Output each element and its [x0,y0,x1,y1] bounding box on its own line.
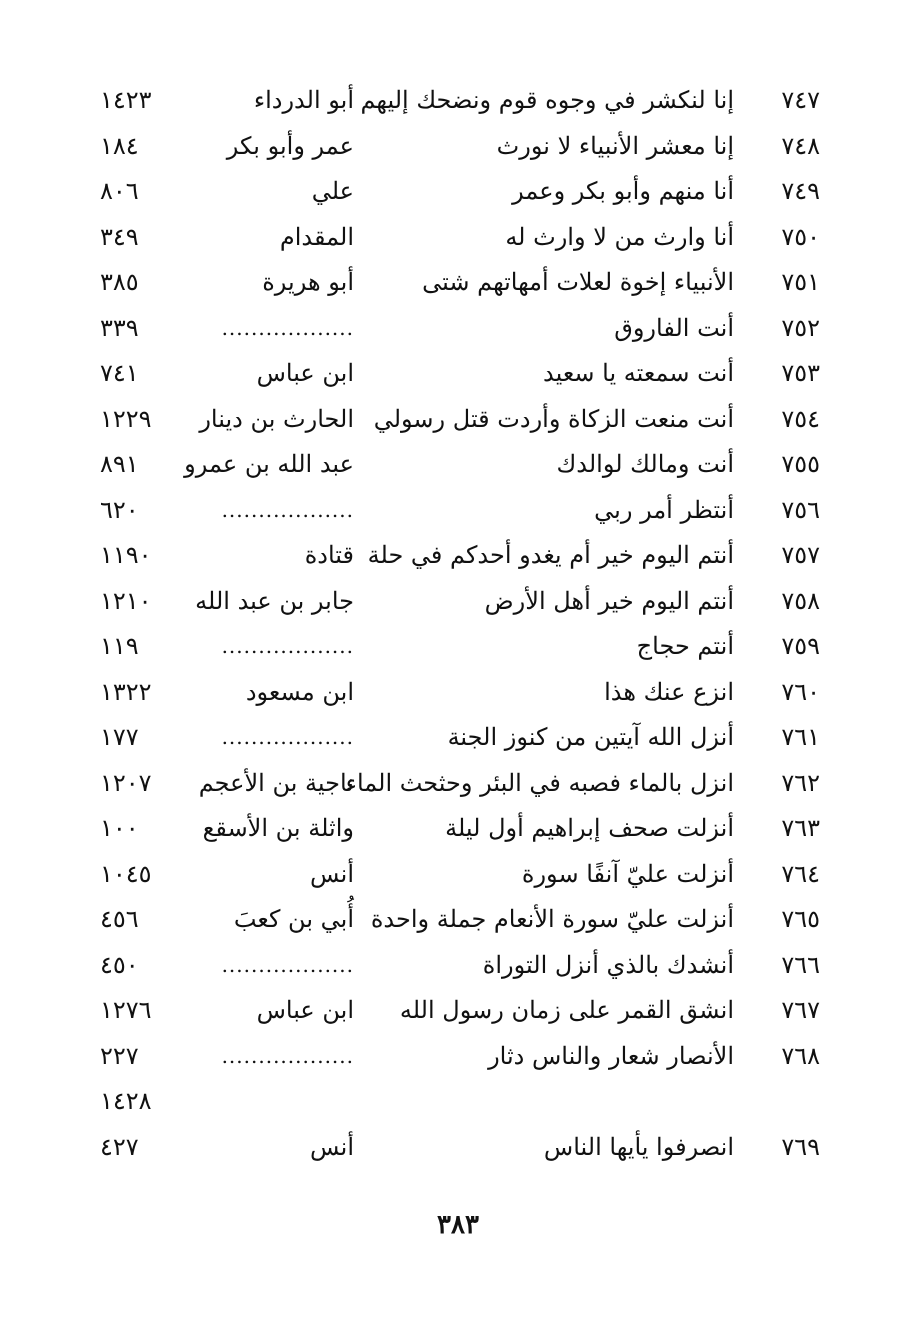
narrator-name: ابن مسعود [245,677,354,706]
hadith-number: ٧٦٦ [781,950,820,979]
narrator-name: قتادة [304,541,354,569]
page-reference: ١٧٧ [100,723,139,751]
narrator-name: أبو الدرداء [253,86,354,114]
narrator-name: واثلة بن الأسقع [202,814,354,842]
page-reference: ١٠٤٥ [100,859,152,888]
narrator-name: ابن عباس [256,359,354,387]
page-reference: ١٤٢٨ [100,1087,152,1115]
narrator-name: ناجية بن الأعجم [198,768,354,797]
page-reference: ٣٣٩ [100,313,139,342]
hadith-number: ٧٥٥ [781,450,820,478]
page-reference: ١١٩ [100,632,139,660]
narrator-name: علي [311,177,354,205]
hadith-text: أنتم حجاج [636,632,734,660]
hadith-text: أنا وارث من لا وارث له [505,222,734,251]
hadith-number: ٧٦٧ [781,996,820,1024]
page-reference: ٦٢٠ [100,495,139,524]
narrator-placeholder-dots: .................. [221,634,354,658]
narrator-placeholder-dots: .................. [221,725,354,749]
hadith-number: ٧٥٩ [781,632,820,660]
hadith-text: الأنبياء إخوة لعلات أمهاتهم شتى [422,268,734,296]
hadith-number: ٧٥٨ [781,586,820,615]
index-row [100,1079,820,1125]
page-reference: ١٢٧٦ [100,996,152,1024]
hadith-number: ٧٦٠ [781,677,820,706]
index-row [100,442,820,488]
hadith-text: انصرفوا يأيها الناس [543,1132,734,1161]
page-number: ٣٨٣ [437,1210,479,1240]
hadith-text: أنزلت صحف إبراهيم أول ليلة [445,814,734,842]
hadith-number: ٧٦٣ [781,814,820,842]
narrator-name: عبد الله بن عمرو [184,450,354,478]
page-reference: ١٢٢٩ [100,404,152,433]
hadith-text [384,1079,734,1125]
index-row [100,761,820,807]
hadith-number: ٧٤٩ [781,177,820,205]
hadith-number: ٧٥٦ [781,495,820,524]
narrator-name: المقدام [279,222,354,251]
hadith-number: ٧٤٨ [781,131,820,160]
hadith-text: أنت ومالك لوالدك [556,450,734,478]
hadith-number: ٧٥٧ [781,541,820,569]
index-row [100,397,820,443]
index-row [100,1125,820,1171]
hadith-text: أنا منهم وأبو بكر وعمر [512,177,734,205]
index-row [100,943,820,989]
index-row [100,852,820,898]
hadith-text: أنزلت عليّ سورة الأنعام جملة واحدة [370,905,734,933]
hadith-text: انشق القمر على زمان رسول الله [399,996,734,1024]
narrator-name: الحارث بن دينار [199,404,354,433]
hadith-text: أنتم اليوم خير أم يغدو أحدكم في حلة [367,541,734,569]
page-reference: ٢٢٧ [100,1041,139,1070]
hadith-number: ٧٥١ [781,268,820,296]
page-reference: ٣٤٩ [100,222,139,251]
hadith-text: انزع عنك هذا [604,677,734,706]
narrator-name: أنس [310,859,354,888]
hadith-text: إنا لنكشر في وجوه قوم ونضحك إليهم [360,86,734,114]
hadith-number: ٧٥٢ [781,313,820,342]
narrator-name: جابر بن عبد الله [195,586,354,615]
index-row [100,260,820,306]
page-reference: ١٣٢٢ [100,677,152,706]
page-reference: ١٠٠ [100,814,139,842]
page-reference: ١٢١٠ [100,586,152,615]
narrator-name: أبو هريرة [262,268,354,296]
narrator-name: عمر وأبو بكر [226,131,354,160]
hadith-number: ٧٦٥ [781,905,820,933]
narrator-placeholder-dots: .................. [221,1043,354,1068]
index-row [100,806,820,852]
hadith-text: أنتظر أمر ربي [594,495,734,524]
hadith-text: إنا معشر الأنبياء لا نورث [496,131,734,160]
index-row [100,579,820,625]
hadith-number: ٧٥٠ [781,222,820,251]
index-row [100,988,820,1034]
page-reference: ٤٥٠ [100,950,139,979]
page-reference: ٨٩١ [100,450,139,478]
hadith-number: ٧٦٢ [781,768,820,797]
hadith-text: أنشدك بالذي أنزل التوراة [482,950,734,979]
hadith-text: أنتم اليوم خير أهل الأرض [484,586,734,615]
index-row [100,124,820,170]
page-reference: ٤٥٦ [100,905,139,933]
hadith-text: أنت منعت الزكاة وأردت قتل رسولي [373,404,734,433]
hadith-number: ٧٦٩ [781,1132,820,1161]
narrator-name: أُبي بن كعبَ [233,905,354,933]
hadith-text: انزل بالماء فصبه في البئر وحثحث الماء [345,768,734,797]
page-reference: ١٨٤ [100,131,139,160]
index-row [100,1034,820,1080]
page-reference: ٧٤١ [100,359,139,387]
hadith-number: ٧٥٣ [781,359,820,387]
index-row [100,215,820,261]
hadith-number [760,1079,820,1125]
index-row [100,351,820,397]
page-reference: ١٢٠٧ [100,768,152,797]
narrator-name: ابن عباس [256,996,354,1024]
hadith-number: ٧٦٤ [781,859,820,888]
index-row [100,169,820,215]
page-reference: ٣٨٥ [100,268,139,296]
page-reference: ٨٠٦ [100,177,139,205]
index-row [100,715,820,761]
index-row [100,306,820,352]
index-row [100,78,820,124]
hadith-number: ٧٤٧ [781,86,820,114]
hadith-number: ٧٥٤ [781,404,820,433]
page-reference: ١٤٢٣ [100,86,152,114]
hadith-index-table [100,78,820,1170]
hadith-text: أنت الفاروق [614,313,734,342]
hadith-text: أنت سمعته يا سعيد [543,359,734,387]
index-row [100,897,820,943]
index-row [100,670,820,716]
narrator-placeholder-dots: .................. [221,497,354,522]
narrator-placeholder-dots: .................. [221,315,354,340]
hadith-text: أنزلت عليّ آنفًا سورة [521,859,734,888]
hadith-text: أنزل الله آيتين من كنوز الجنة [447,723,734,751]
narrator-name: أنس [310,1132,354,1161]
hadith-text: الأنصار شعار والناس دثار [488,1041,734,1070]
hadith-number: ٧٦١ [781,723,820,751]
narrator-placeholder-dots: .................. [221,952,354,977]
page-reference: ٤٢٧ [100,1132,139,1161]
index-row [100,488,820,534]
page-reference: ١١٩٠ [100,541,152,569]
index-row [100,533,820,579]
hadith-number: ٧٦٨ [781,1041,820,1070]
index-row [100,624,820,670]
